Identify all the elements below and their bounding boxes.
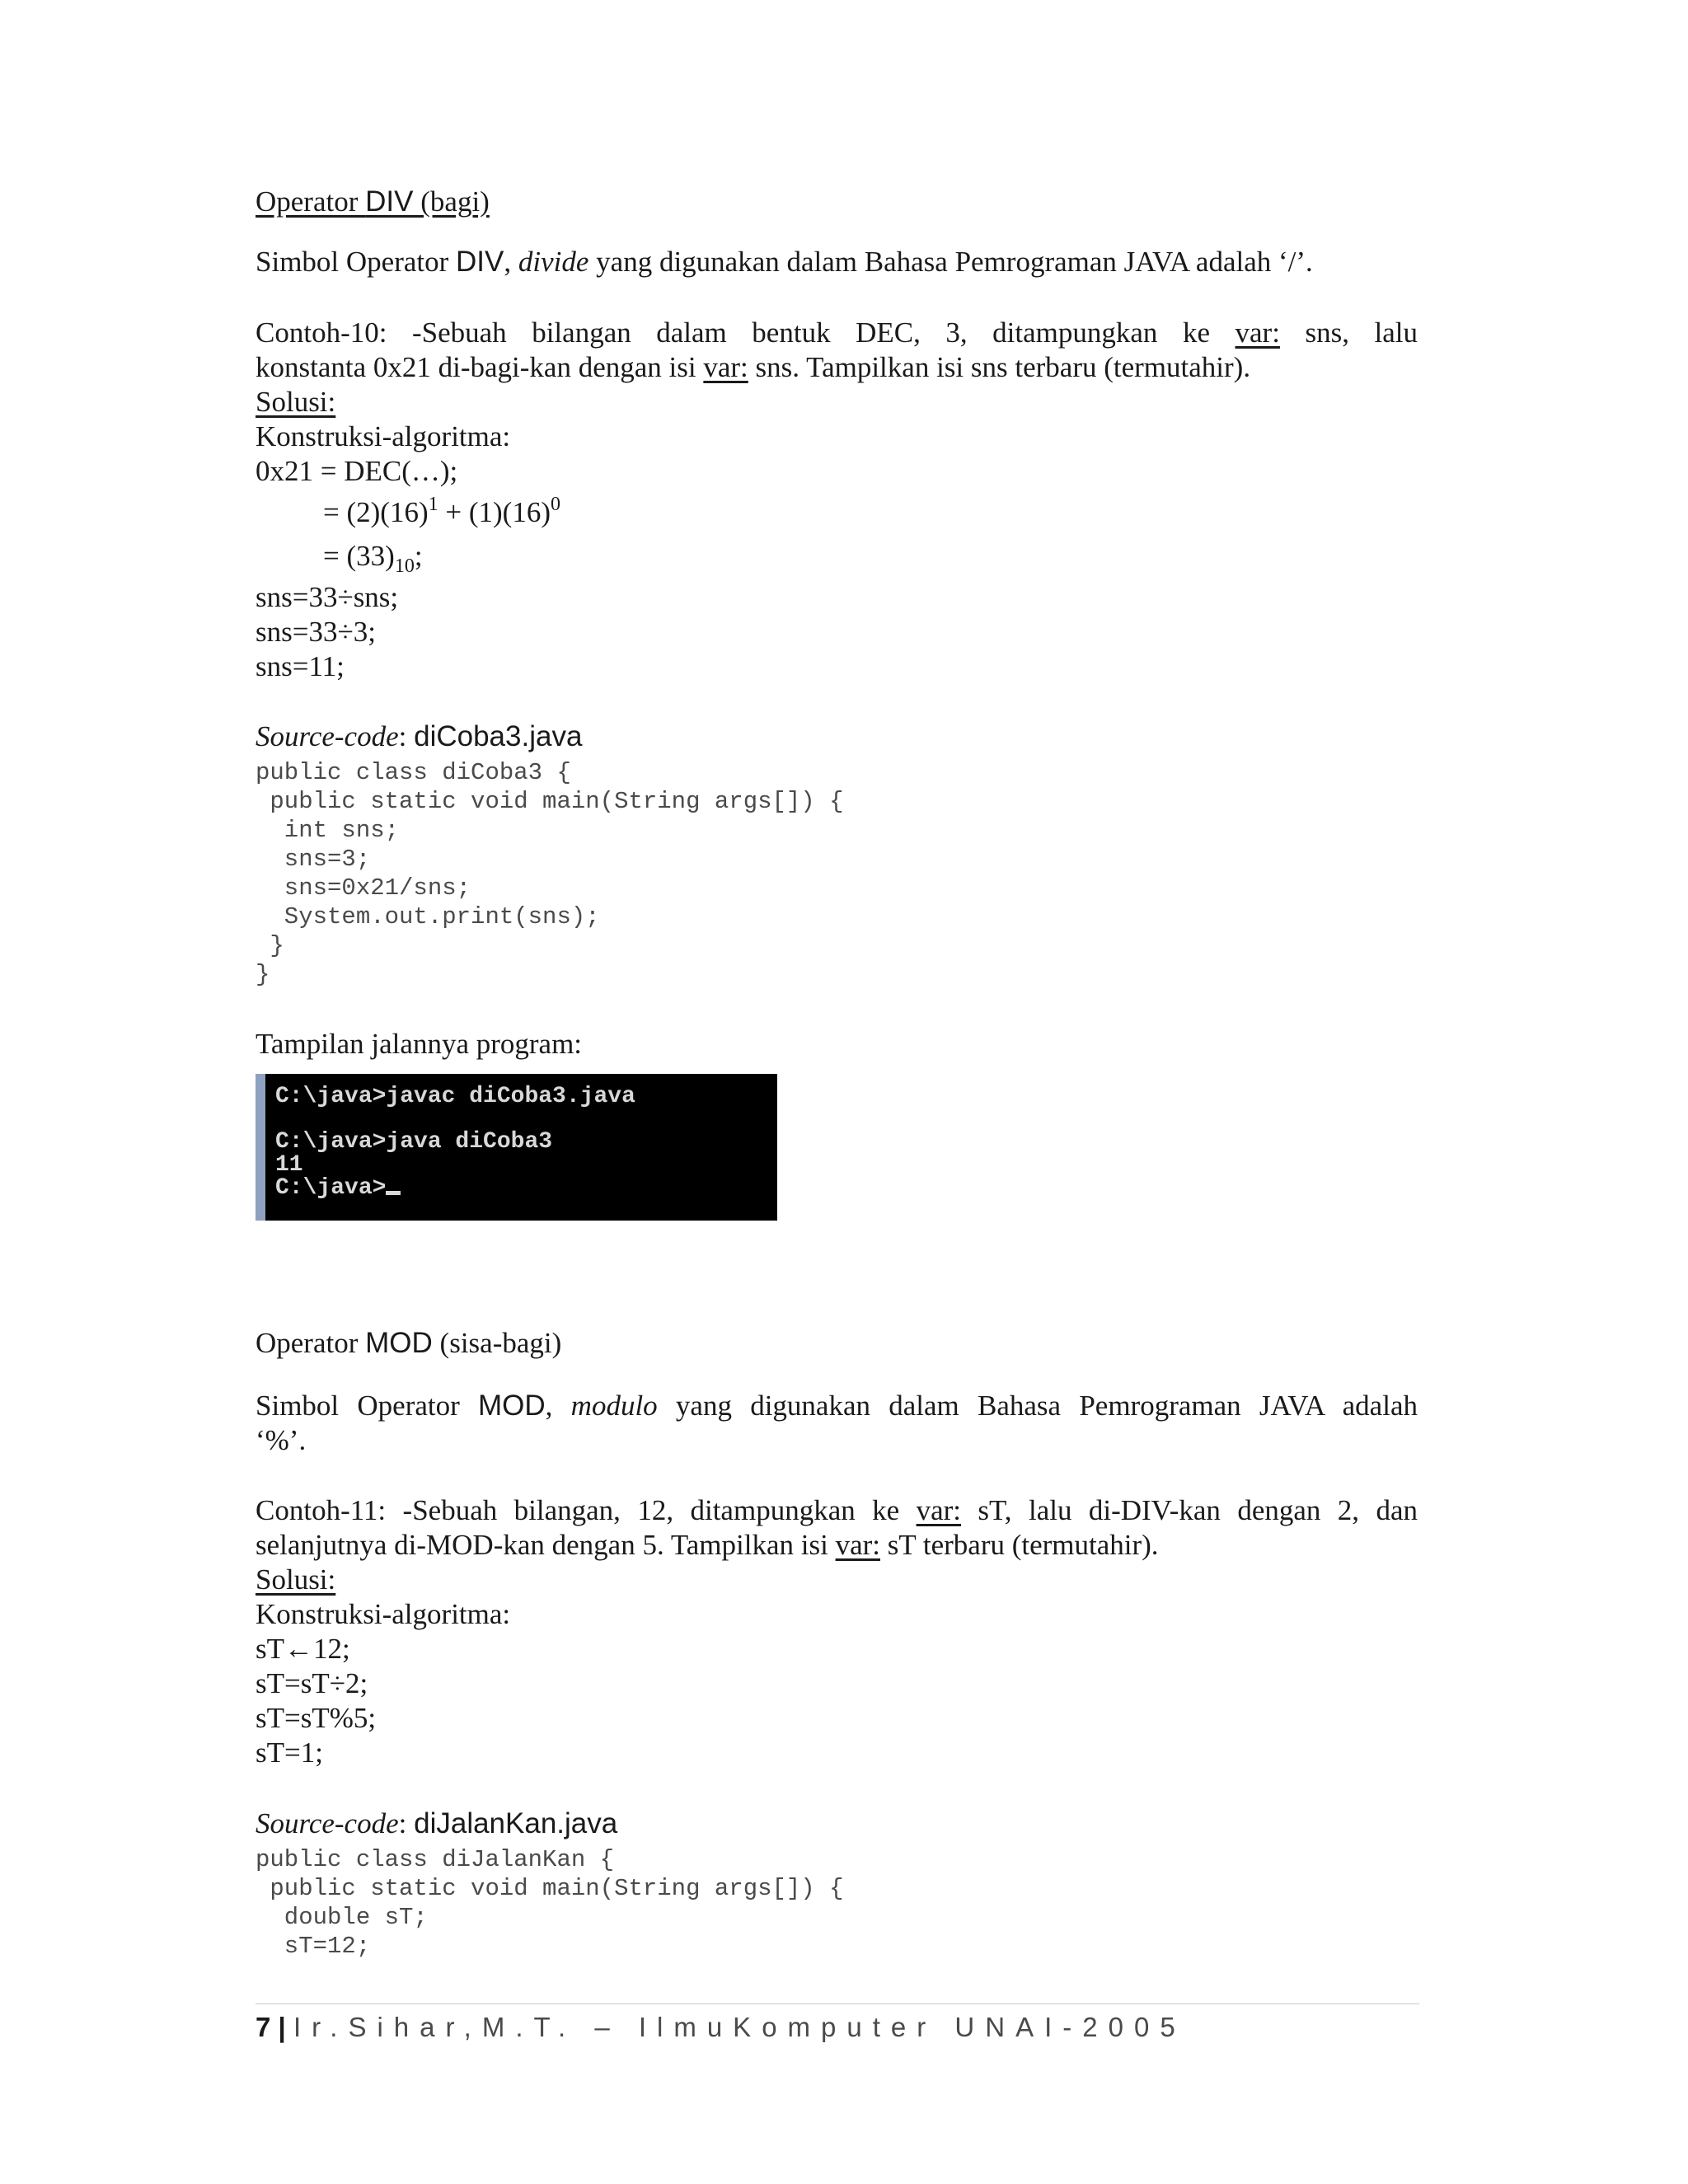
colon: :: [398, 1807, 415, 1840]
ex-text: selanjutnya di-MOD-kan dengan 5. Tampilkan isi: [256, 1529, 836, 1561]
algorithm-line-4: sns=33÷sns;: [256, 581, 399, 613]
desc-keyword: DIV: [456, 246, 504, 278]
algorithm-line-3: [323, 539, 1485, 577]
algorithm-line-2: [323, 495, 1485, 530]
algorithm-line-5: sns=33÷3;: [256, 616, 376, 648]
console-line: C:\java>javac diCoba3.java: [275, 1084, 635, 1109]
title-keyword: DIV: [365, 185, 414, 218]
source-code-label: [256, 1807, 1418, 1841]
algorithm-line-4: sT=1;: [256, 1736, 323, 1769]
example-11-line-2: [256, 1528, 1418, 1563]
alg-part: = (33): [323, 540, 395, 572]
desc-italic: modulo: [570, 1390, 658, 1422]
algorithm-line-3: sT=sT%5;: [256, 1702, 377, 1734]
desc-rest: yang digunakan dalam Bahasa Pemrograman JAVA adalah: [657, 1390, 1418, 1422]
subscript: 10: [394, 555, 415, 577]
superscript: 1: [428, 494, 438, 515]
alg-part: = (2)(16): [323, 496, 429, 528]
section-div-title: [256, 185, 1418, 219]
code-block-dicoba3: public class diCoba3 { public static void main(String args[]) { int sns; sns=3; sns=0x21/sns; System.out.print(sns); } }: [256, 759, 844, 988]
ex-text-end: sT terbaru (termutahir).: [880, 1529, 1159, 1561]
source-code-label: [256, 719, 1418, 754]
source-filename: diCoba3.java: [414, 720, 583, 752]
title-text: Operator: [256, 1327, 366, 1359]
page-number: 7: [256, 2012, 271, 2042]
mod-description-line-2: ‘%’.: [256, 1424, 307, 1456]
solusi-label: [256, 1563, 1418, 1597]
var-label: var:: [703, 351, 748, 383]
desc-rest: yang digunakan dalam Bahasa Pemrograman JAVA adalah ‘/’.: [588, 246, 1313, 278]
title-suffix: (sisa-bagi): [432, 1327, 562, 1359]
prompt-text: C:\java>: [275, 1175, 387, 1201]
algorithm-line-1: sT←12;: [256, 1633, 350, 1665]
console-line: C:\java>java diCoba3: [275, 1129, 553, 1155]
var-label: var:: [1235, 316, 1280, 349]
superscript: 0: [551, 494, 560, 515]
desc-text: Simbol Operator: [256, 246, 457, 278]
footer-text: Ir.Sihar,M.T. – IlmuKomputer UNAI-2005: [293, 2012, 1186, 2042]
ex-text: konstanta 0x21 di-bagi-kan dengan isi: [256, 351, 704, 383]
run-output-label: Tampilan jalannya program:: [256, 1028, 583, 1060]
console-output: 11: [275, 1152, 303, 1178]
ex-text: Contoh-11: -Sebuah bilangan, 12, ditampungkan ke: [256, 1494, 917, 1526]
desc-sep: ,: [545, 1390, 571, 1422]
konstruksi-label: Konstruksi-algoritma:: [256, 420, 511, 452]
desc-text: Simbol Operator: [256, 1390, 479, 1422]
example-10-line-2: [256, 350, 1418, 385]
example-10-line-1: [256, 316, 1418, 350]
solusi-label: [256, 385, 1418, 419]
title-suffix: (bagi): [413, 185, 490, 218]
console-prompt: [275, 1177, 777, 1200]
solusi-text: Solusi:: [256, 386, 336, 418]
colon: :: [398, 720, 415, 752]
console-window: [256, 1074, 777, 1221]
desc-keyword: MOD: [478, 1390, 546, 1422]
ex-text: Contoh-10: -Sebuah bilangan dalam bentuk DEC, 3, ditampungkan ke: [256, 316, 1236, 349]
example-11-line-1: [256, 1493, 1418, 1528]
var-label: var:: [835, 1529, 880, 1561]
alg-part: + (1)(16): [438, 496, 551, 528]
source-label: Source-code: [256, 720, 399, 752]
desc-sep: ,: [504, 246, 518, 278]
desc-italic: divide: [518, 246, 589, 278]
var-label: var:: [916, 1494, 961, 1526]
code-block-dijalankan: public class diJalanKan { public static void main(String args[]) { double sT; sT=12;: [256, 1846, 844, 1960]
algorithm-line-1: 0x21 = DEC(…);: [256, 455, 458, 487]
cursor-icon: [386, 1191, 401, 1195]
div-description: [256, 245, 1418, 279]
alg-part: ;: [414, 540, 423, 572]
ex-text-end: sT, lalu di-DIV-kan dengan 2, dan: [961, 1494, 1418, 1526]
title-keyword: MOD: [365, 1327, 433, 1359]
source-label: Source-code: [256, 1807, 399, 1840]
solusi-text: Solusi:: [256, 1563, 336, 1596]
page-footer: [256, 2011, 1186, 2044]
footer-separator: |: [270, 2012, 293, 2042]
title-text: Operator: [256, 185, 366, 218]
algorithm-line-2: sT=sT÷2;: [256, 1667, 368, 1699]
algorithm-line-6: sns=11;: [256, 650, 345, 682]
section-mod-title: [256, 1326, 1418, 1361]
mod-description-line-1: [256, 1389, 1418, 1423]
ex-text-end: sns, lalu: [1279, 316, 1418, 349]
source-filename: diJalanKan.java: [414, 1807, 618, 1840]
ex-text-end: sns. Tampilkan isi sns terbaru (termutahir).: [748, 351, 1251, 383]
konstruksi-label: Konstruksi-algoritma:: [256, 1598, 511, 1630]
